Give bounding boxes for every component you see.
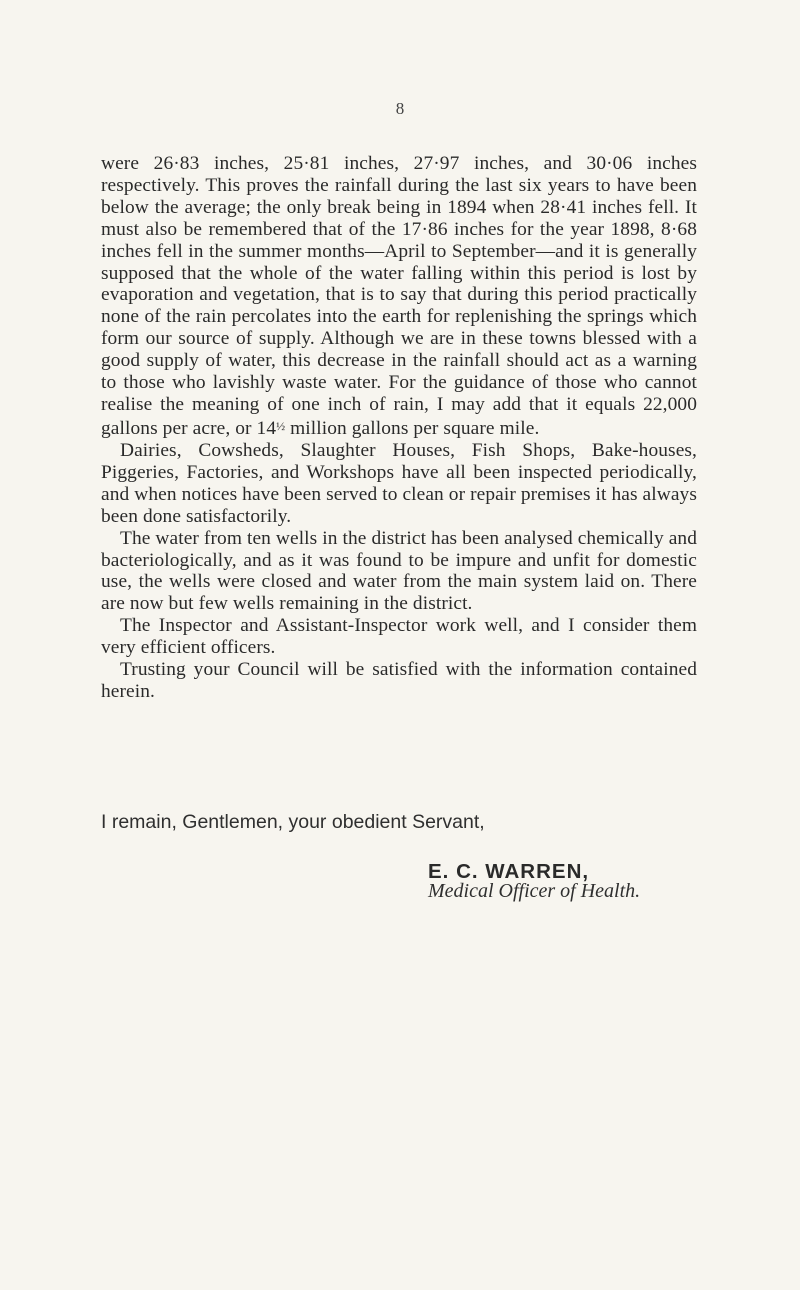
paragraph-inspections: Dairies, Cowsheds, Slaughter Houses, Fish Shops, Bake-houses, Piggeries, Factories, and Workshops have all been inspected periodically, and when notices have been served to clean or repair premises it has always been done satisfactorily. [101, 439, 697, 527]
paragraph-rainfall [101, 153, 697, 440]
paragraph-trusting: Trusting your Council will be satisfied with the information contained herein. [101, 659, 697, 702]
rain-volume-number: 14 [256, 418, 277, 440]
signature-name: E. C. WARREN, [428, 860, 590, 883]
closing-salutation: I remain, Gentlemen, your obedient Servant, [101, 811, 485, 833]
paragraph-inspectors: The Inspector and Assistant-Inspector work well, and I consider them very efficient officers. [101, 615, 697, 659]
report-body [101, 153, 697, 703]
rain-volume-fraction: ½ [276, 418, 286, 433]
paragraph-wells: The water from ten wells in the district has been analysed chemically and bacteriologically, and as it was found to be impure and unfit for domestic use, the wells were closed and water from the main system laid on. There are now but few wells remaining in the district. [101, 527, 697, 615]
rain-volume-text: million gallons per square mile. [285, 418, 540, 440]
page-number: 8 [395, 99, 405, 118]
signature-title: Medical Officer of Health. [428, 880, 641, 902]
paragraph-rainfall-text: were 26·83 inches, 25·81 inches, 27·97 inches, and 30·06 inches respectively. This proves the rainfall during the last six years to have been below the average; the only break being in 1894 when 28·41 inches fell. It must also be remembered that of the 17·86 inches for the year 1898, 8·68 inches fell in the summer months—April to September—and it is generally supposed that the whole of the water falling within this period is lost by evaporation and vegetation, that is to say that during this period practically none of the rain percolates into the earth for replenishing the springs which form our source of supply. Although we are in these towns blessed with a good supply of water, this decrease in the rainfall should act as a warning to those who lavishly waste water. For the guidance of those who cannot realise the meaning of one inch of rain, I may add that it equals 22,000 gallons per acre, or [101, 153, 697, 440]
